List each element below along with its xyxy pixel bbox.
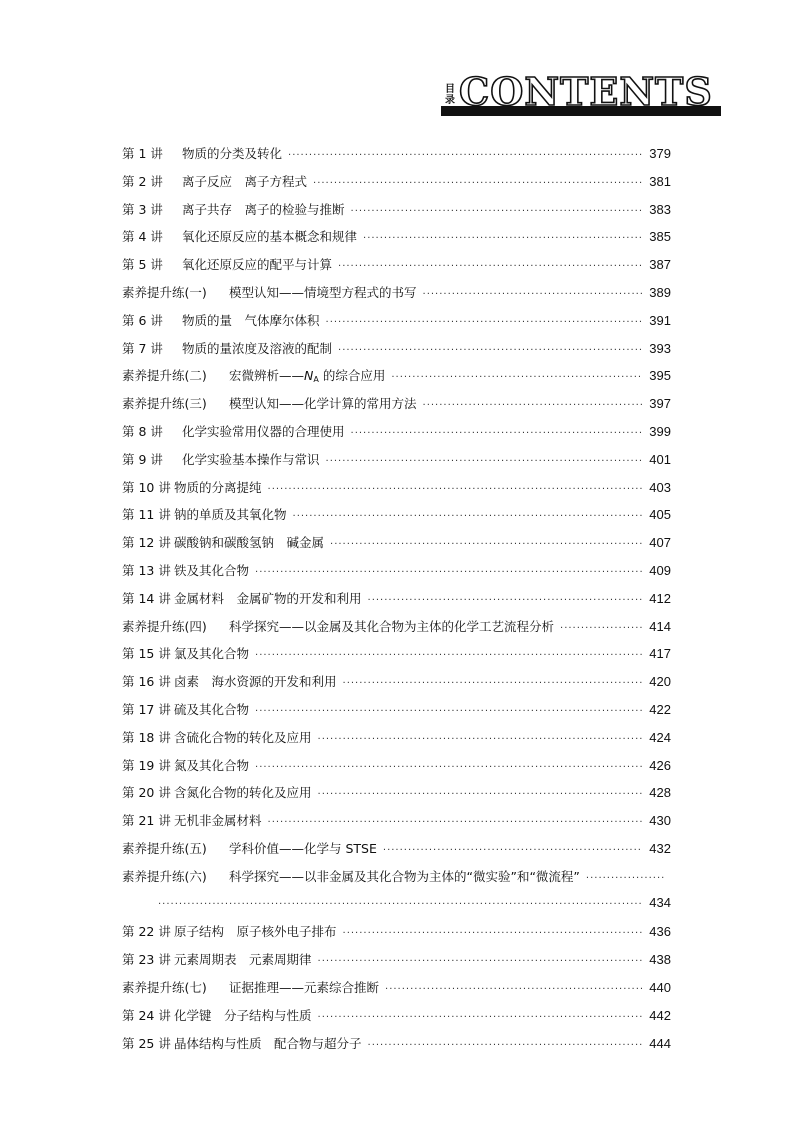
toc-lecture: 第 21 讲 [122,813,171,829]
toc-row-1[interactable] [122,144,671,172]
toc-topic: 物质的分离提纯 [174,479,262,495]
toc-lecture: 第 18 讲 [122,729,171,745]
toc-page-number: 399 [649,423,671,439]
toc-row-30[interactable] [122,978,671,1006]
toc-lecture: 第 9 讲 [122,451,163,467]
toc-row-21[interactable] [122,700,671,728]
toc-topic: 物质的量 气体摩尔体积 [182,312,320,328]
toc-lecture: 第 1 讲 [122,146,163,161]
dot-leader [343,678,644,689]
toc-topic: 科学探究——以非金属及其化合物为主体的“微实验”和“微流程” [229,868,580,884]
dot-leader [326,456,644,467]
toc-row-8[interactable] [122,339,671,367]
toc-page-number: 401 [649,451,671,467]
dot-leader [383,845,643,856]
toc-lecture: 第 5 讲 [122,257,163,273]
toc-lecture: 素养提升练(三) [122,396,207,412]
toc-lecture: 第 7 讲 [122,340,163,356]
toc-lecture: 第 2 讲 [122,173,163,189]
toc-row-24[interactable] [122,783,671,811]
toc-topic: 无机非金属材料 [174,813,262,829]
dot-leader [268,484,644,495]
dot-leader [351,206,644,217]
toc-page-number: 391 [649,312,671,328]
toc-page-number: 430 [649,813,671,829]
toc-row-28[interactable] [122,922,671,950]
dot-leader [330,539,643,550]
toc-lecture: 第 24 讲 [122,1007,171,1023]
header-title: CONTENTS [459,69,713,114]
toc-lecture: 第 13 讲 [122,562,171,578]
toc-topic: 离子反应 离子方程式 [182,173,308,189]
avogadro-subscript: A [313,375,319,385]
toc-row-10[interactable] [122,394,671,422]
toc-lecture: 第 17 讲 [122,701,171,717]
toc-row-25[interactable] [122,811,671,839]
toc-row-29[interactable] [122,950,671,978]
toc-topic: 原子结构 原子核外电子排布 [174,924,337,940]
toc-page-number: 387 [649,257,671,273]
toc-row-27[interactable] [122,867,671,895]
dot-leader [255,567,643,578]
toc-topic: 氮及其化合物 [174,757,250,773]
toc-page-number: 436 [649,924,671,940]
toc-topic [229,366,385,384]
dot-leader [158,899,643,910]
toc-row-20[interactable] [122,672,671,700]
toc-row-4[interactable] [122,227,671,255]
dot-leader [423,289,644,300]
contents-header [441,69,721,120]
toc-page-number: 438 [649,952,671,968]
toc-page-number: 393 [649,340,671,356]
toc-page-number: 422 [649,701,671,717]
toc-topic: 物质的分类及转化 [182,146,283,161]
toc-row-19[interactable] [122,644,671,672]
toc-row-32[interactable] [122,1034,671,1062]
dot-leader [363,233,643,244]
toc-row-18[interactable] [122,617,671,645]
dot-leader [385,984,643,995]
toc-page-number: 434 [649,894,671,910]
toc-page-number: 409 [649,562,671,578]
toc-topic: 科学探究——以金属及其化合物为主体的化学工艺流程分析 [229,618,555,634]
toc-topic: 模型认知——情境型方程式的书写 [229,284,417,300]
toc-topic: 钠的单质及其氧化物 [174,507,287,523]
toc-topic: 化学实验常用仪器的合理使用 [182,423,345,439]
toc-row-5[interactable] [122,255,671,283]
toc-lecture: 第 22 讲 [122,924,171,940]
dot-leader [326,317,644,328]
avogadro-symbol: N [304,368,314,384]
toc-lecture: 素养提升练(七) [122,979,207,995]
dot-leader [586,873,665,884]
toc-lecture: 第 25 讲 [122,1035,171,1051]
toc-lecture: 素养提升练(四) [122,618,207,634]
dot-leader [255,650,643,661]
toc-page-number: 417 [649,646,671,662]
toc-row-22[interactable] [122,728,671,756]
toc-topic: 含硫化合物的转化及应用 [174,729,312,745]
toc-lecture: 第 15 讲 [122,646,171,662]
dot-leader [268,817,644,828]
toc-page-number: 440 [649,979,671,995]
toc-row-14[interactable] [122,505,671,533]
dot-leader [318,956,644,967]
dot-leader [338,261,643,272]
toc-lecture: 素养提升练(一) [122,284,207,300]
dot-leader [318,789,644,800]
toc-lecture: 第 4 讲 [122,229,163,245]
toc-topic: 金属材料 金属矿物的开发和利用 [174,590,362,606]
toc-row-15[interactable] [122,533,671,561]
toc-topic: 化学实验基本操作与常识 [182,451,320,467]
dot-leader [255,706,643,717]
toc-topic: 碳酸钠和碳酸氢钠 碱金属 [174,535,325,551]
toc-topic: 化学键 分子结构与性质 [174,1007,312,1023]
toc-row-11[interactable] [122,422,671,450]
toc-topic: 元素周期表 元素周期律 [174,952,312,968]
toc-page-number: 395 [649,368,671,384]
dot-leader [391,372,643,383]
toc-row-26[interactable] [122,839,671,867]
toc-lecture: 素养提升练(五) [122,840,207,856]
toc-row-16[interactable] [122,561,671,589]
toc-lecture: 第 20 讲 [122,785,171,801]
dot-leader [313,178,643,189]
toc-topic-prefix: 宏微辨析—— [229,368,305,384]
toc-page-number: 385 [649,229,671,245]
toc-row-23[interactable] [122,756,671,784]
toc-row-7[interactable] [122,311,671,339]
dot-leader [368,1040,644,1051]
toc-lecture: 第 3 讲 [122,201,163,217]
toc-topic: 物质的量浓度及溶液的配制 [182,340,333,356]
dot-leader [338,345,643,356]
toc-topic: 晶体结构与性质 配合物与超分子 [174,1035,362,1051]
toc-topic: 硫及其化合物 [174,701,250,717]
toc-lecture: 素养提升练(二) [122,368,207,384]
toc-row-31[interactable] [122,1006,671,1034]
toc-lecture: 第 12 讲 [122,535,171,551]
toc-topic-suffix: 的综合应用 [318,368,386,384]
toc-lecture: 第 10 讲 [122,479,171,495]
toc-page-number: 442 [649,1007,671,1023]
toc-lecture: 素养提升练(六) [122,868,207,884]
toc-page-number: 420 [649,674,671,690]
toc-row-17[interactable] [122,589,671,617]
dot-leader [293,511,644,522]
toc-lecture: 第 23 讲 [122,952,171,968]
dot-leader [368,595,644,606]
header-label: 目录 [445,84,455,106]
toc-page-number: 424 [649,729,671,745]
toc-row-6[interactable] [122,283,671,311]
table-of-contents [122,144,671,1061]
toc-page-number: 432 [649,840,671,856]
toc-row-13[interactable] [122,478,671,506]
toc-page-number: 426 [649,757,671,773]
toc-topic: 氯及其化合物 [174,646,250,662]
toc-topic: 氧化还原反应的基本概念和规律 [182,229,358,245]
toc-page-number: 389 [649,284,671,300]
toc-page-number: 397 [649,396,671,412]
dot-leader [351,428,644,439]
toc-lecture: 第 8 讲 [122,423,163,439]
toc-topic: 卤素 海水资源的开发和利用 [174,674,337,690]
toc-page-number: 414 [649,618,671,634]
dot-leader [423,400,644,411]
toc-page-number: 428 [649,785,671,801]
toc-row-12[interactable] [122,450,671,478]
toc-page-number: 383 [649,201,671,217]
toc-page-number: 379 [649,146,671,161]
toc-lecture: 第 16 讲 [122,674,171,690]
dot-leader [318,1012,644,1023]
toc-page-number: 444 [649,1035,671,1051]
toc-topic: 模型认知——化学计算的常用方法 [229,396,417,412]
dot-leader [318,734,644,745]
toc-page-number: 403 [649,479,671,495]
toc-row-2[interactable] [122,172,671,200]
toc-topic: 含氮化合物的转化及应用 [174,785,312,801]
toc-lecture: 第 11 讲 [122,507,171,523]
dot-leader [288,150,643,161]
dot-leader [255,762,643,773]
toc-page-number: 405 [649,507,671,523]
toc-topic: 离子共存 离子的检验与推断 [182,201,345,217]
toc-row-3[interactable] [122,200,671,228]
toc-lecture: 第 14 讲 [122,590,171,606]
dot-leader [560,623,643,634]
toc-lecture: 第 19 讲 [122,757,171,773]
toc-topic: 学科价值——化学与 STSE [229,840,377,856]
toc-topic: 铁及其化合物 [174,562,250,578]
toc-lecture: 第 6 讲 [122,312,163,328]
dot-leader [343,928,644,939]
toc-topic: 证据推理——元素综合推断 [229,979,380,995]
toc-page-number: 381 [649,173,671,189]
toc-topic: 氧化还原反应的配平与计算 [182,257,333,273]
toc-page-number: 412 [649,590,671,606]
toc-row-9[interactable] [122,366,671,394]
toc-page-number: 407 [649,535,671,551]
toc-row-27-continuation[interactable] [122,895,671,923]
